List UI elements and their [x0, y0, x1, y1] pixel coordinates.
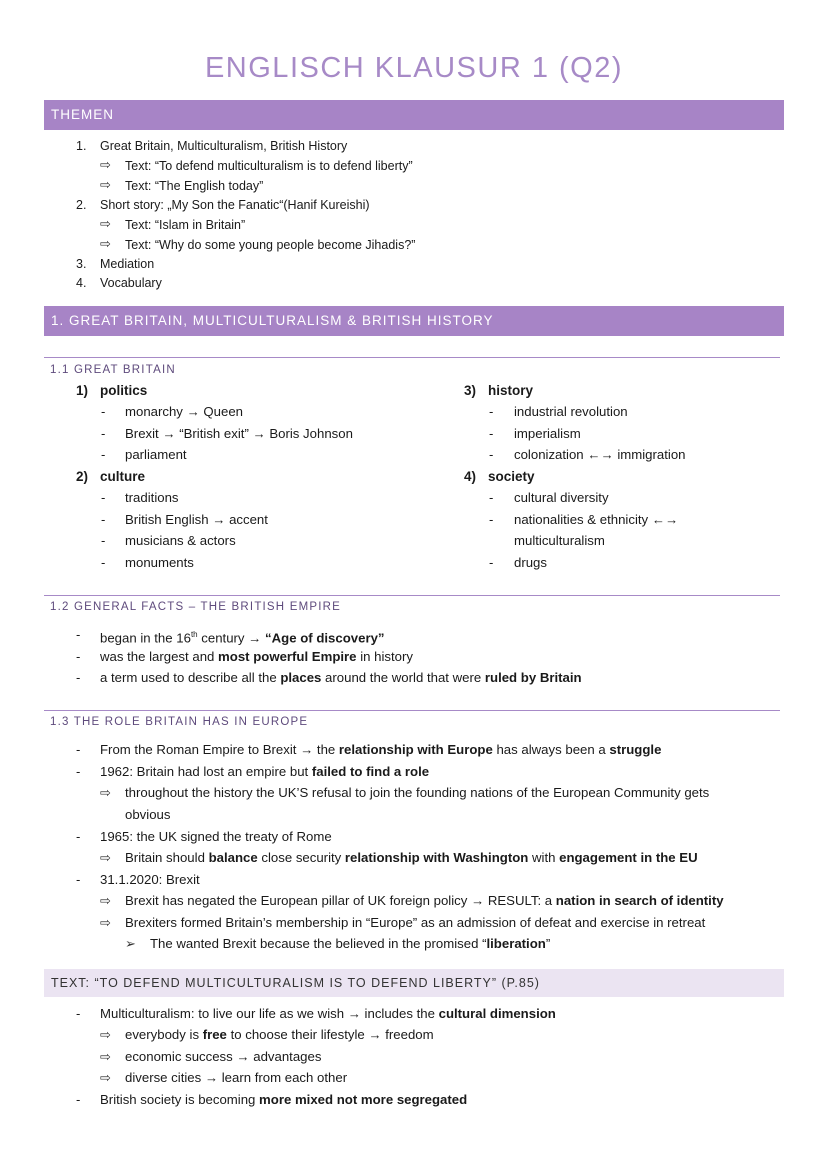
politics-item: Brexit → “British exit” → Boris Johnson [125, 426, 353, 441]
dash-bullet: - [76, 649, 81, 664]
themen-subitem-1a: Text: “To defend multiculturalism is to defend liberty” [125, 159, 413, 173]
dash-bullet: - [76, 829, 81, 844]
society-num: 4) [464, 469, 477, 484]
politics-num: 1) [76, 383, 89, 398]
hollow-arrow-icon: ⇨ [100, 157, 111, 172]
themen-num-1: 1. [76, 139, 87, 153]
bullet-arrow-icon: ➢ [125, 936, 136, 951]
politics-item: parliament [125, 447, 187, 462]
themen-num-3: 3. [76, 257, 87, 271]
europe-subsubpoint: The wanted Brexit because the believed in the promised “liberation” [150, 936, 551, 951]
society-item: drugs [514, 555, 547, 570]
themen-subitem-2b: Text: “Why do some young people become Jihadis?” [125, 238, 416, 252]
europe-subpoint-4a: Brexit has negated the European pillar of UK foreign policy → RESULT: a nation in search of identity [125, 893, 724, 908]
europe-subpoint-2: throughout the history the UK’S refusal to join the founding nations of the European Community gets [125, 785, 710, 800]
themen-header: THEMEN [44, 100, 784, 130]
themen-num-2: 2. [76, 198, 87, 212]
europe-subpoint-4b: Brexiters formed Britain’s membership in “Europe” as an admission of defeat and exercise in retreat [125, 915, 706, 930]
europe-point-4: 31.1.2020: Brexit [100, 872, 200, 887]
empire-fact-3: a term used to describe all the places around the world that were ruled by Britain [100, 670, 582, 685]
dash-bullet: - [489, 512, 494, 527]
europe-point-1: From the Roman Empire to Brexit → the relationship with Europe has always been a struggle [100, 742, 662, 757]
society-heading: society [488, 469, 535, 484]
text-section-header: TEXT: “TO DEFEND MULTICULTURALISM IS TO DEFEND LIBERTY” (P.85) [44, 969, 784, 997]
dash-bullet: - [489, 447, 494, 462]
document-title: ENGLISCH KLAUSUR 1 (Q2) [204, 52, 624, 84]
dash-bullet: - [101, 447, 106, 462]
dash-bullet: - [76, 872, 81, 887]
themen-num-4: 4. [76, 276, 87, 290]
europe-point-2: 1962: Britain had lost an empire but failed to find a role [100, 764, 430, 779]
dash-bullet: - [101, 512, 106, 527]
history-item: imperialism [514, 426, 581, 441]
hollow-arrow-icon: ⇨ [100, 1070, 111, 1085]
dash-bullet: - [76, 1006, 81, 1021]
hollow-arrow-icon: ⇨ [100, 915, 111, 930]
politics-item: monarchy → Queen [125, 404, 244, 419]
dash-bullet: - [489, 404, 494, 419]
section-1-1-header: 1.1 GREAT BRITAIN [50, 364, 176, 376]
history-heading: history [488, 383, 534, 398]
themen-item-1: Great Britain, Multiculturalism, British History [100, 139, 348, 153]
hollow-arrow-icon: ⇨ [100, 236, 111, 251]
divider [44, 595, 780, 596]
dash-bullet: - [76, 627, 81, 642]
text-point-1: Multiculturalism: to live our life as we wish → includes the cultural dimension [100, 1006, 556, 1021]
culture-num: 2) [76, 469, 89, 484]
culture-item: monuments [125, 555, 194, 570]
culture-item: British English → accent [125, 512, 268, 527]
text-subpoint-3: diverse cities → learn from each other [125, 1070, 348, 1085]
hollow-arrow-icon: ⇨ [100, 1027, 111, 1042]
culture-heading: culture [100, 469, 146, 484]
divider [44, 710, 780, 711]
history-num: 3) [464, 383, 477, 398]
dash-bullet: - [76, 742, 81, 757]
empire-fact-2: was the largest and most powerful Empire in history [100, 649, 413, 664]
society-item: cultural diversity [514, 490, 609, 505]
dash-bullet: - [76, 764, 81, 779]
text-point-2: British society is becoming more mixed not more segregated [100, 1092, 468, 1107]
hollow-arrow-icon: ⇨ [100, 177, 111, 192]
hollow-arrow-icon: ⇨ [100, 850, 111, 865]
section-1-header: 1. GREAT BRITAIN, MULTICULTURALISM & BRITISH HISTORY [44, 306, 784, 336]
text-subpoint-2: economic success → advantages [125, 1049, 322, 1064]
themen-subitem-2a: Text: “Islam in Britain” [125, 218, 246, 232]
dash-bullet: - [101, 404, 106, 419]
society-item: nationalities & ethnicity ←→ [514, 512, 679, 527]
dash-bullet: - [489, 426, 494, 441]
culture-item: musicians & actors [125, 533, 236, 548]
politics-heading: politics [100, 383, 148, 398]
themen-item-4: Vocabulary [100, 276, 162, 290]
history-item: industrial revolution [514, 404, 628, 419]
dash-bullet: - [101, 426, 106, 441]
hollow-arrow-icon: ⇨ [100, 893, 111, 908]
europe-subpoint-2-cont: obvious [125, 807, 171, 822]
themen-item-3: Mediation [100, 257, 155, 271]
hollow-arrow-icon: ⇨ [100, 216, 111, 231]
history-item: colonization ←→ immigration [514, 447, 686, 462]
dash-bullet: - [76, 670, 81, 685]
text-subpoint-1: everybody is free to choose their lifestyle → freedom [125, 1027, 434, 1042]
hollow-arrow-icon: ⇨ [100, 785, 111, 800]
society-item: multiculturalism [514, 533, 605, 548]
themen-item-2: Short story: „My Son the Fanatic“(Hanif Kureishi) [100, 198, 370, 212]
dash-bullet: - [489, 490, 494, 505]
hollow-arrow-icon: ⇨ [100, 1049, 111, 1064]
culture-item: traditions [125, 490, 179, 505]
europe-point-3: 1965: the UK signed the treaty of Rome [100, 829, 332, 844]
dash-bullet: - [101, 533, 106, 548]
section-1-2-header: 1.2 GENERAL FACTS – THE BRITISH EMPIRE [50, 601, 341, 613]
europe-subpoint-3: Britain should balance close security relationship with Washington with engagement in the EU [125, 850, 698, 865]
themen-subitem-1b: Text: “The English today” [125, 179, 264, 193]
dash-bullet: - [489, 555, 494, 570]
dash-bullet: - [101, 555, 106, 570]
divider [44, 357, 780, 358]
dash-bullet: - [76, 1092, 81, 1107]
empire-fact-1: began in the 16th century → “Age of discovery” [100, 630, 385, 646]
section-1-3-header: 1.3 THE ROLE BRITAIN HAS IN EUROPE [50, 716, 309, 728]
dash-bullet: - [101, 490, 106, 505]
